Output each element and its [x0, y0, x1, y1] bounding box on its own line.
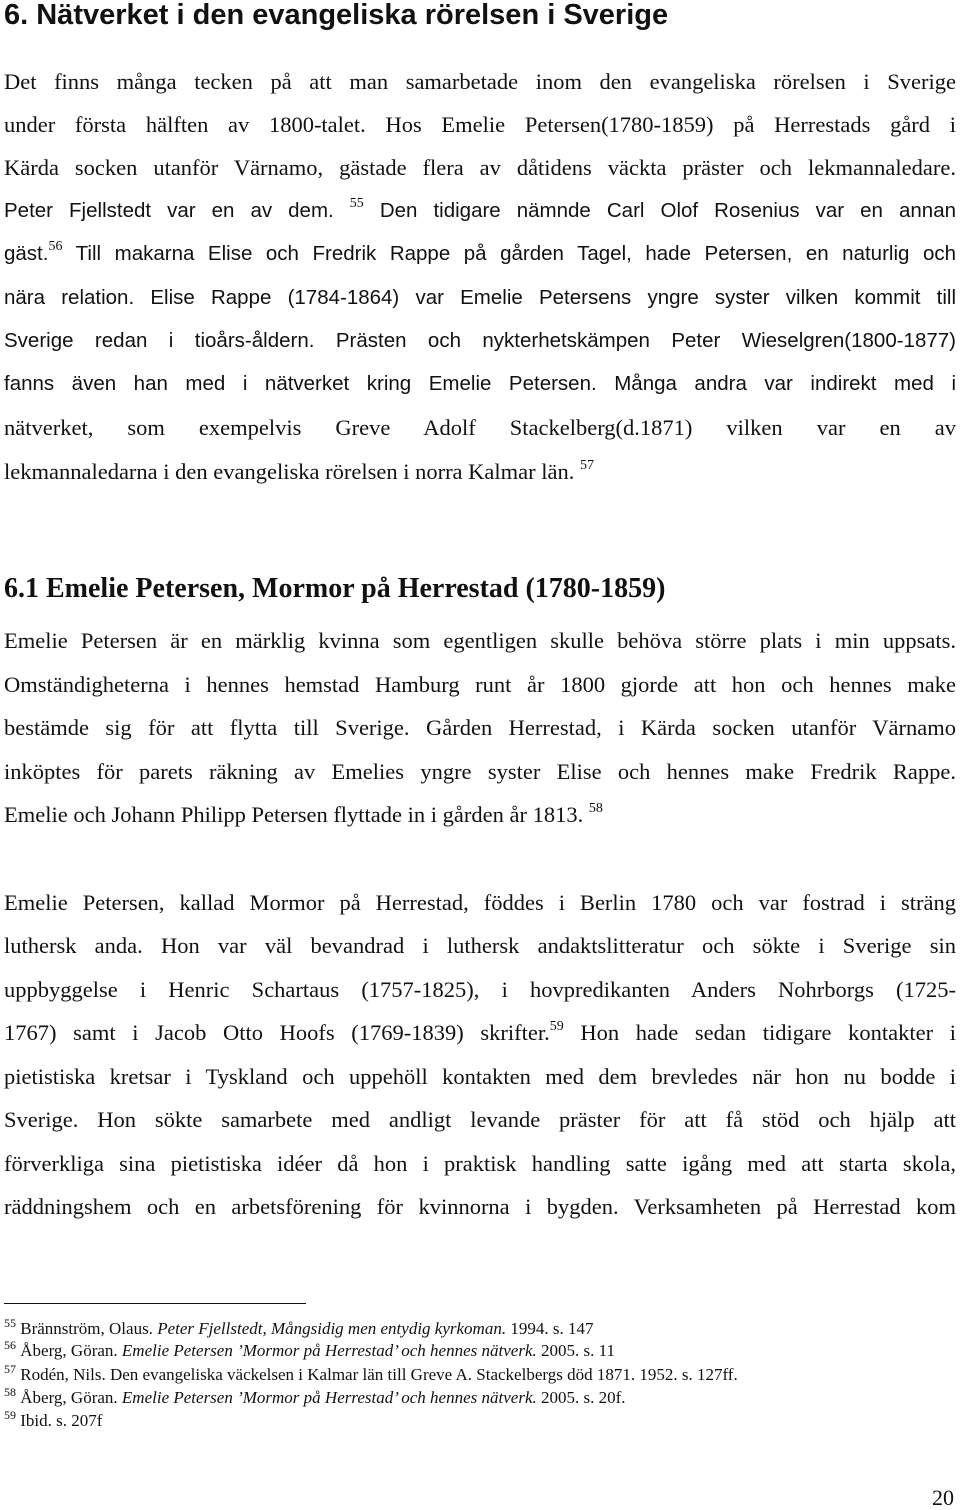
footnote-number: 58: [4, 1385, 16, 1399]
footnote: [4, 1340, 944, 1362]
footnote: [4, 1387, 944, 1409]
paragraph-line: [4, 240, 956, 268]
footnote-author: Rodén, Nils. Den evangeliska väckelsen i Kalmar län till Greve A. Stackelbergs död 1871. 1952. s. 127ff.: [20, 1365, 738, 1384]
paragraph-line: Sverige. Hon sökte samarbete med andligt levande präster för att få stöd och hjälp att: [4, 1107, 956, 1132]
footnote-title: Peter Fjellstedt, Mångsidig men entydig kyrkoman.: [157, 1319, 507, 1338]
text-span: lekmannaledarna i den evangeliska rörelsen i norra Kalmar län.: [4, 459, 575, 484]
paragraph-line: Kärda socken utanför Värnamo, gästade flera av dåtidens väckta präster och lekmannaledare.: [4, 155, 956, 180]
paragraph-line: nära relation. Elise Rappe (1784-1864) var Emelie Petersens yngre syster vilken kommit till: [4, 286, 956, 309]
footnote-ref-55[interactable]: 55: [349, 196, 364, 211]
footnote: [4, 1410, 944, 1432]
footnote-number: 55: [4, 1316, 16, 1330]
footnote: [4, 1318, 944, 1340]
paragraph-line: luthersk anda. Hon var väl bevandrad i luthersk andaktslitteratur och sökte i Sverige sin: [4, 933, 956, 958]
paragraph-line: [4, 197, 956, 225]
footnote-author: Åberg, Göran.: [20, 1341, 118, 1360]
paragraph-line: förverkliga sina pietistiska idéer då hon i praktisk handling satte igång med att starta skola,: [4, 1151, 956, 1176]
footnote-pages: 1994. s. 147: [510, 1319, 594, 1338]
paragraph-line: [4, 458, 956, 486]
paragraph-line: inköptes för parets räkning av Emelies yngre syster Elise och hennes make Fredrik Rappe.: [4, 759, 956, 784]
footnote-ref-59[interactable]: 59: [549, 1019, 564, 1034]
text-span: Den tidigare nämnde Carl Olof Rosenius var en annan: [379, 199, 956, 222]
paragraph-line: [4, 801, 956, 829]
paragraph-line: uppbyggelse i Henric Schartaus (1757-1825), i hovpredikanten Anders Nohrborgs (1725-: [4, 977, 956, 1002]
footnote: [4, 1364, 944, 1386]
footnote-author: Brännström, Olaus.: [20, 1319, 153, 1338]
paragraph-line: nätverket, som exempelvis Greve Adolf Stackelberg(d.1871) vilken var en av: [4, 415, 956, 440]
footnote-number: 57: [4, 1362, 16, 1376]
chapter-heading: 6. Nätverket i den evangeliska rörelsen i Sverige: [4, 0, 669, 31]
footnote-author: Ibid. s. 207f: [20, 1411, 103, 1430]
text-span: Hon hade sedan tidigare kontakter i: [580, 1020, 957, 1045]
footnote-separator: [4, 1303, 306, 1304]
footnote-title: Emelie Petersen ’Mormor på Herrestad’ och hennes nätverk.: [121, 1388, 537, 1407]
page-number: 20: [932, 1485, 954, 1510]
footnote-ref-56[interactable]: 56: [48, 239, 63, 254]
paragraph-line: under första hälften av 1800-talet. Hos Emelie Petersen(1780-1859) på Herrestads gård i: [4, 112, 956, 137]
paragraph-line: Det finns många tecken på att man samarbetade inom den evangeliska rörelsen i Sverige: [4, 69, 956, 94]
text-span: Emelie och Johann Philipp Petersen flyttade in i gården år 1813.: [4, 802, 584, 827]
footnote-pages: 2005. s. 11: [541, 1341, 615, 1360]
footnote-author: Åberg, Göran.: [20, 1388, 118, 1407]
text-span: Till makarna Elise och Fredrik Rappe på gården Tagel, hade Petersen, en naturlig och: [75, 242, 957, 265]
footnote-number: 56: [4, 1338, 16, 1352]
footnote-pages: 2005. s. 20f.: [541, 1388, 626, 1407]
footnote-number: 59: [4, 1408, 16, 1422]
paragraph-line: Emelie Petersen är en märklig kvinna som egentligen skulle behöva större plats i min uppsats.: [4, 628, 956, 653]
paragraph-line: räddningshem och en arbetsförening för kvinnorna i bygden. Verksamheten på Herrestad kom: [4, 1194, 956, 1219]
paragraph-line: Emelie Petersen, kallad Mormor på Herrestad, föddes i Berlin 1780 och var fostrad i sträng: [4, 890, 956, 915]
footnote-ref-57[interactable]: 57: [580, 458, 595, 473]
paragraph-line: [4, 1019, 956, 1047]
paragraph-line: Omständigheterna i hennes hemstad Hamburg runt år 1800 gjorde att hon och hennes make: [4, 672, 956, 697]
footnote-ref-58[interactable]: 58: [588, 801, 603, 816]
text-span: Peter Fjellstedt var en av dem.: [4, 199, 334, 222]
footnote-title: Emelie Petersen ’Mormor på Herrestad’ och hennes nätverk.: [121, 1341, 537, 1360]
section-heading: 6.1 Emelie Petersen, Mormor på Herrestad (1780-1859): [4, 573, 666, 604]
paragraph-line: bestämde sig för att flytta till Sverige. Gården Herrestad, i Kärda socken utanför Värnamo: [4, 715, 956, 740]
paragraph-line: pietistiska kretsar i Tyskland och uppehöll kontakten med dem brevledes när hon nu bodde i: [4, 1064, 956, 1089]
text-span: 1767) samt i Jacob Otto Hoofs (1769-1839) skrifter.: [4, 1020, 550, 1045]
text-span: gäst.: [4, 242, 49, 265]
paragraph-line: fanns även han med i nätverket kring Emelie Petersen. Många andra var indirekt med i: [4, 372, 956, 395]
paragraph-line: Sverige redan i tioårs-åldern. Prästen och nykterhetskämpen Peter Wieselgren(1800-1877): [4, 329, 956, 352]
